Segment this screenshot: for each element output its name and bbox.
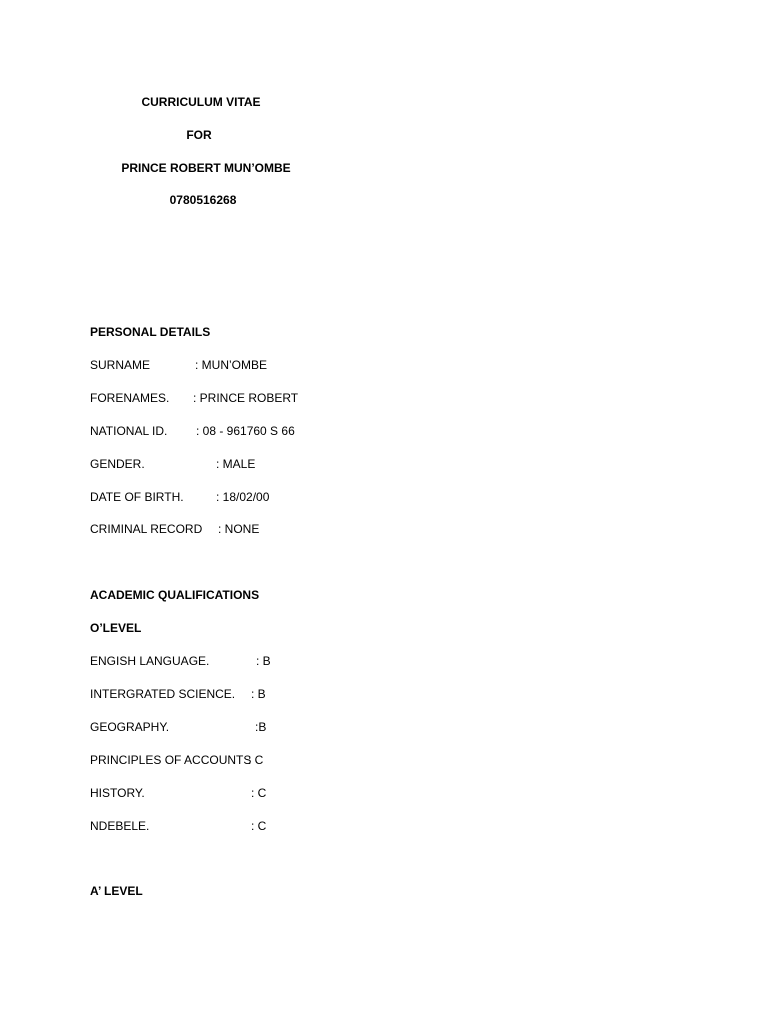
criminal-record-value: : NONE (218, 522, 260, 536)
subject-english-label: ENGISH LANGUAGE. (90, 654, 210, 668)
subject-history-grade: : C (251, 786, 267, 800)
date-of-birth-label: DATE OF BIRTH. (90, 490, 184, 504)
alevel-heading: A’ LEVEL (90, 884, 143, 898)
subject-integrated-science-grade: : B (251, 687, 266, 701)
academic-qualifications-heading: ACADEMIC QUALIFICATIONS (90, 588, 260, 602)
subject-accounts-label: PRINCIPLES OF ACCOUNTS (90, 753, 252, 767)
national-id-value: : 08 - 961760 S 66 (196, 424, 295, 438)
forenames-value: : PRINCE ROBERT (193, 391, 299, 405)
olevel-heading: O’LEVEL (90, 621, 142, 635)
subject-history-label: HISTORY. (90, 786, 145, 800)
subject-english-grade: : B (256, 654, 271, 668)
subject-ndebele-label: NDEBELE. (90, 819, 150, 833)
national-id-label: NATIONAL ID. (90, 424, 168, 438)
forenames-label: FORENAMES. (90, 391, 170, 405)
subject-ndebele-grade: : C (251, 819, 267, 833)
surname-label: SURNAME (90, 358, 151, 372)
cv-title: CURRICULUM VITAE (141, 95, 261, 109)
cv-phone-number: 0780516268 (169, 193, 237, 207)
surname-value: : MUN’OMBE (195, 358, 267, 372)
personal-details-heading: PERSONAL DETAILS (90, 325, 211, 339)
subject-integrated-science-label: INTERGRATED SCIENCE. (90, 687, 236, 701)
cv-for-label: FOR (186, 128, 212, 142)
criminal-record-label: CRIMINAL RECORD (90, 522, 203, 536)
subject-accounts-grade: : C (248, 753, 264, 767)
cv-candidate-name: PRINCE ROBERT MUN’OMBE (121, 161, 291, 175)
gender-value: : MALE (216, 457, 256, 471)
gender-label: GENDER. (90, 457, 145, 471)
date-of-birth-value: : 18/02/00 (216, 490, 270, 504)
subject-geography-label: GEOGRAPHY. (90, 720, 170, 734)
subject-geography-grade: :B (255, 720, 267, 734)
